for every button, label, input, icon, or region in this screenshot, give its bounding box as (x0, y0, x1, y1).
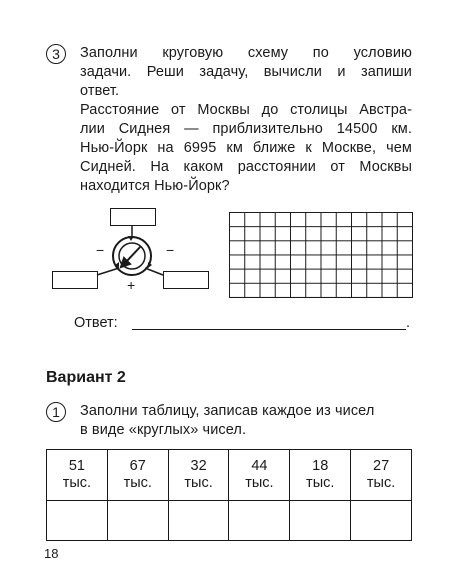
connector-right (145, 268, 163, 275)
task-number-3: 3 (46, 44, 66, 64)
table-row-values (47, 450, 412, 501)
answer-cell[interactable] (107, 501, 168, 541)
table-row-answers (47, 501, 412, 541)
cell-value: 44 (251, 458, 268, 474)
task3-line-4: Расстояние от Москвы до столицы Австра- (80, 102, 412, 118)
task3-line-6: Нью-Йорк на 6995 км ближе к Москве, чем (80, 140, 412, 156)
ring-mark-top (128, 236, 134, 241)
answer-cell[interactable] (168, 501, 229, 541)
cell-unit: тыс. (184, 475, 213, 491)
task-number-1: 1 (46, 402, 66, 422)
answer-cell[interactable] (351, 501, 412, 541)
task3-line-1: Заполни круговую схему по условию (80, 45, 412, 61)
answer-cell[interactable] (47, 501, 108, 541)
answer-cell[interactable] (229, 501, 290, 541)
table-cell (168, 450, 229, 501)
cell-value: 51 (68, 458, 85, 474)
table-cell (290, 450, 351, 501)
task1-line-1: Заполни таблицу, записав каждое из чисел (80, 403, 375, 419)
scheme-minus-left: − (96, 242, 105, 258)
cell-value: 32 (190, 458, 207, 474)
table-cell (47, 450, 108, 501)
connector-left (97, 268, 119, 275)
cell-unit: тыс. (245, 475, 274, 491)
task3-line-8: находится Нью-Йорк? (80, 178, 230, 194)
answer-input-line[interactable] (132, 329, 406, 330)
cell-unit: тыс. (62, 475, 92, 491)
table-cell (229, 450, 290, 501)
task3-line-2: задачи. Реши задачу, вычисли и запиши (80, 64, 412, 80)
answer-end-period: . (406, 315, 411, 331)
scheme-minus-right: − (166, 242, 175, 258)
task3-line-5: лии Сиднея — приблизительно 14500 км. (80, 121, 412, 137)
variant-title: Вариант 2 (46, 369, 126, 386)
task1-line-2: в виде «круглых» чисел. (80, 422, 247, 438)
table-cell (107, 450, 168, 501)
cell-unit: тыс. (306, 475, 335, 491)
cell-value: 18 (312, 458, 329, 474)
answer-label: Ответ: (74, 315, 118, 331)
task3-line-7: Сидней. На каком расстоянии от Москвы (80, 159, 412, 175)
scheme-plus: + (127, 277, 136, 293)
task3-line-3: ответ. (80, 83, 120, 99)
table-cell (351, 450, 412, 501)
round-numbers-table (46, 449, 412, 541)
page-number: 18 (44, 546, 59, 561)
answer-cell[interactable] (290, 501, 351, 541)
cell-unit: тыс. (366, 475, 396, 491)
cell-unit: тыс. (123, 475, 152, 491)
cell-value: 67 (129, 458, 146, 474)
cell-value: 27 (373, 458, 390, 474)
calculation-grid[interactable] (229, 212, 413, 298)
